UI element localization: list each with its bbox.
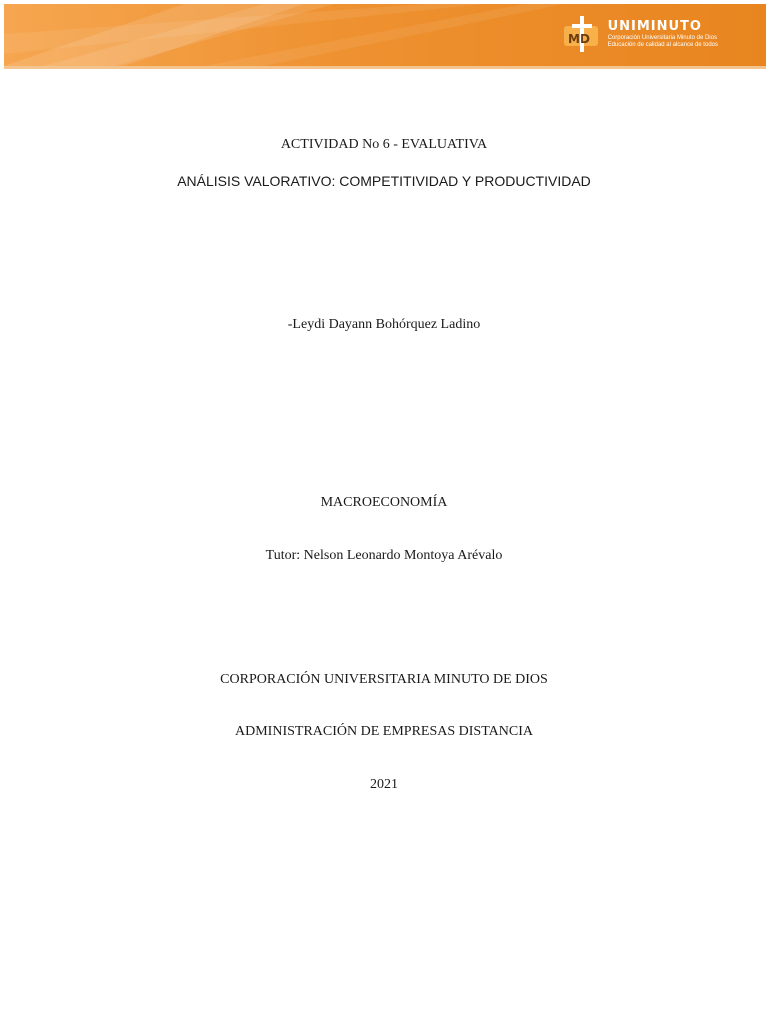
author-name: -Leydi Dayann Bohórquez Ladino [287,317,481,332]
banner-divider [4,66,766,69]
logo-tagline-1: Corporación Universitaria Minuto de Dios [607,35,717,41]
uniminuto-logo [562,16,718,52]
tutor-name: Tutor: Nelson Leonardo Montoya Arévalo [265,548,503,563]
institution-name: CORPORACIÓN UNIVERSITARIA MINUTO DE DIOS [220,672,548,687]
year: 2021 [370,777,398,792]
header-banner [4,4,766,66]
course-name: MACROECONOMÍA [320,495,448,510]
program-name: ADMINISTRACIÓN DE EMPRESAS DISTANCIA [235,724,533,739]
logo-name: UNIMINUTO [607,19,702,34]
subject-title: ANÁLISIS VALORATIVO: COMPETITIVIDAD Y PRODUCTIVIDAD [177,173,591,189]
logo-mark-icon [562,16,602,52]
activity-title: ACTIVIDAD No 6 - EVALUATIVA [280,137,488,152]
logo-mark-text: MD [567,32,590,46]
logo-tagline-2: Educación de calidad al alcance de todos [607,42,718,48]
